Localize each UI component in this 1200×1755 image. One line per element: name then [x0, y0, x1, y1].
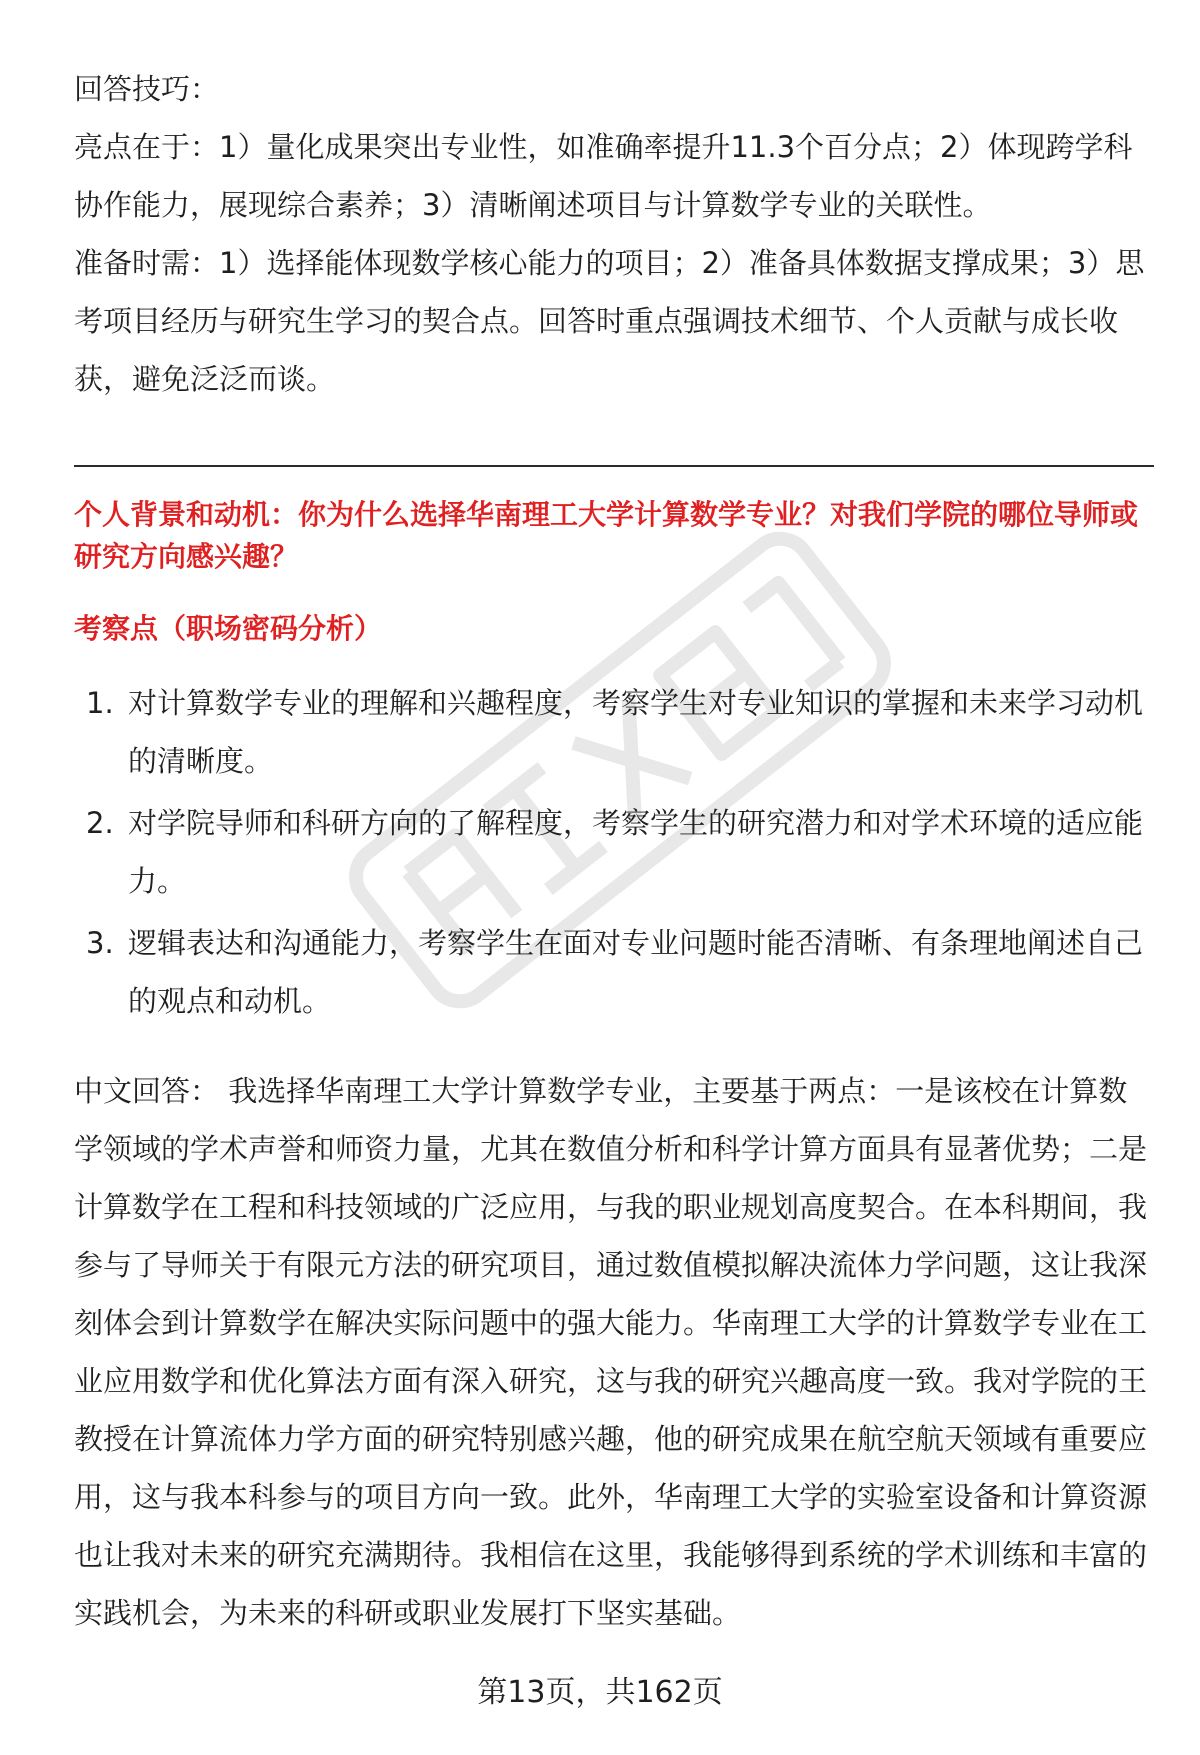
question-heading: 个人背景和动机：你为什么选择华南理工大学计算数学专业？对我们学院的哪位导师或研究方向感兴趣？ [74, 498, 1139, 573]
list-number: 2. [86, 806, 114, 840]
highlights-paragraph: 亮点在于：1）量化成果突出专业性，如准确率提升11.3个百分点；2）体现跨学科协作能力，展现综合素养；3）清晰阐述项目与计算数学专业的关联性。 [74, 130, 1133, 222]
list-item-text: 逻辑表达和沟通能力，考察学生在面对专业问题时能否清晰、有条理地阐述自己的观点和动机。 [128, 926, 1144, 1018]
page-number: 第13页，共162页 [477, 1675, 723, 1710]
preparation-paragraph: 准备时需：1）选择能体现数学核心能力的项目；2）准备具体数据支撑成果；3）思考项目经历与研究生学习的契合点。回答时重点强调技术细节、个人贡献与成长收获，避免泛泛而谈。 [74, 246, 1145, 396]
tips-label: 回答技巧： [74, 72, 220, 106]
question-section [74, 494, 1154, 1642]
section-divider [74, 465, 1154, 467]
answer-paragraph: 中文回答： 我选择华南理工大学计算数学专业，主要基于两点：一是该校在计算数学领域的学术声誉和师资力量，尤其在数值分析和科学计算方面具有显著优势；二是计算数学在工程和科技领域的广泛应用，与我的职业规划高度契合。在本科期间，我参与了导师关于有限元方法的研究项目，通过数值模拟解决流体力学问题，这让我深刻体会到计算数学在解决实际问题中的强大能力。华南理工大学的计算数学专业在工业应用数学和优化算法方面有深入研究，这与我的研究兴趣高度一致。我对学院的王教授在计算流体力学方面的研究特别感兴趣，他的研究成果在航空航天领域有重要应用，这与我本科参与的项目方向一致。此外，华南理工大学的实验室设备和计算资源也让我对未来的研究充满期待。我相信在这里，我能够得到系统的学术训练和丰富的实践机会，为未来的科研或职业发展打下坚实基础。 [74, 1074, 1148, 1630]
list-number: 3. [86, 926, 114, 960]
list-number: 1. [86, 686, 114, 720]
focus-heading: 考察点（职场密码分析） [74, 612, 383, 645]
list-item-text: 对学院导师和科研方向的了解程度，考察学生的研究潜力和对学术环境的适应能力。 [128, 806, 1144, 898]
top-block [74, 60, 1154, 408]
list-item [74, 794, 1154, 910]
focus-points-list [74, 674, 1154, 1030]
list-item-text: 对计算数学专业的理解和兴趣程度，考察学生对专业知识的掌握和未来学习动机的清晰度。 [128, 686, 1144, 778]
list-item [74, 674, 1154, 790]
list-item [74, 914, 1154, 1030]
